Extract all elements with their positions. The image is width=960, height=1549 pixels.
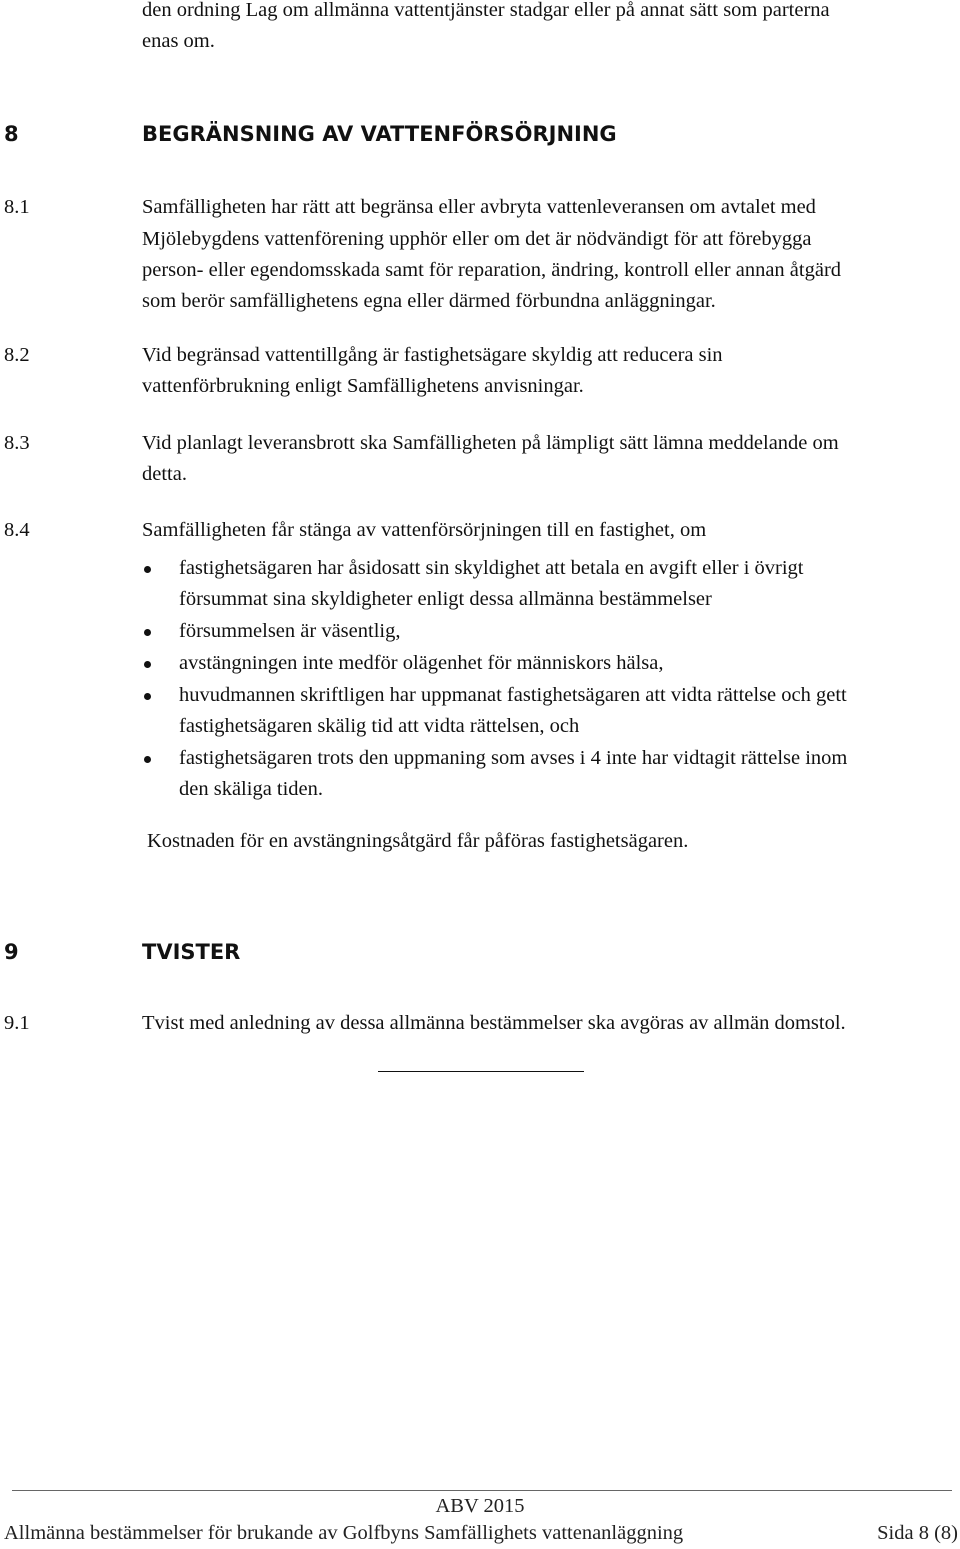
bullet-dot	[144, 756, 151, 763]
paragraph-8-1-line-3: person- eller egendomsskada samt för reparation, ändring, kontroll eller annan åtgärd	[142, 259, 842, 281]
paragraph-8-1-line-1: Samfälligheten har rätt att begränsa eller avbryta vattenleveransen om avtalet med	[142, 196, 816, 218]
footer-version: ABV 2015	[435, 1495, 525, 1517]
paragraph-8-4-closing: Kostnaden för en avstängningsåtgärd får påföras fastighetsägaren.	[147, 830, 689, 852]
bullet-dot	[144, 566, 151, 573]
bullet-4-line-2: fastighetsägaren skälig tid att vidta rättelsen, och	[179, 715, 580, 737]
section-9-title: TVISTER	[142, 940, 241, 964]
footer-rule	[12, 1490, 952, 1491]
bullet-2-line-1: försummelsen är väsentlig,	[179, 620, 401, 642]
footer-document-title: Allmänna bestämmelser för brukande av Golfbyns Samfällighets vattenanläggning	[4, 1522, 684, 1544]
paragraph-8-3-line-1: Vid planlagt leveransbrott ska Samfälligheten på lämpligt sätt lämna meddelande om	[142, 432, 839, 454]
bullet-dot	[144, 693, 151, 700]
bullet-3-line-1: avstängningen inte medför olägenhet för människors hälsa,	[179, 652, 664, 674]
paragraph-8-4-number: 8.4	[4, 519, 30, 541]
section-8-number: 8	[4, 122, 19, 146]
end-separator	[378, 1071, 584, 1072]
intro-line-2: enas om.	[142, 30, 215, 52]
paragraph-8-1-line-2: Mjölebygdens vattenförening upphör eller om det är nödvändigt för att förebygga	[142, 228, 812, 250]
paragraph-8-2-line-1: Vid begränsad vattentillgång är fastighetsägare skyldig att reducera sin	[142, 344, 723, 366]
bullet-4-line-1: huvudmannen skriftligen har uppmanat fastighetsägaren att vidta rättelse och gett	[179, 684, 847, 706]
section-9-number: 9	[4, 940, 19, 964]
bullet-5-line-1: fastighetsägaren trots den uppmaning som avses i 4 inte har vidtagit rättelse inom	[179, 747, 848, 769]
intro-line-1: den ordning Lag om allmänna vattentjänster stadgar eller på annat sätt som parterna	[142, 0, 830, 21]
paragraph-8-1-line-4: som berör samfällighetens egna eller därmed förbundna anläggningar.	[142, 290, 716, 312]
paragraph-8-2-line-2: vattenförbrukning enligt Samfällighetens anvisningar.	[142, 375, 584, 397]
paragraph-8-3-line-2: detta.	[142, 463, 187, 485]
paragraph-8-3-number: 8.3	[4, 432, 30, 454]
bullet-1-line-1: fastighetsägaren har åsidosatt sin skyldighet att betala en avgift eller i övrigt	[179, 557, 804, 579]
bullet-dot	[144, 661, 151, 668]
paragraph-8-2-number: 8.2	[4, 344, 30, 366]
paragraph-9-1-number: 9.1	[4, 1012, 30, 1034]
bullet-dot	[144, 629, 151, 636]
paragraph-8-1-number: 8.1	[4, 196, 30, 218]
paragraph-8-4-intro: Samfälligheten får stänga av vattenförsörjningen till en fastighet, om	[142, 519, 707, 541]
paragraph-9-1-text: Tvist med anledning av dessa allmänna bestämmelser ska avgöras av allmän domstol.	[142, 1012, 846, 1034]
footer-page-number: Sida 8 (8)	[877, 1522, 958, 1544]
bullet-1-line-2: försummat sina skyldigheter enligt dessa allmänna bestämmelser	[179, 588, 712, 610]
bullet-5-line-2: den skäliga tiden.	[179, 778, 324, 800]
section-8-title: BEGRÄNSNING AV VATTENFÖRSÖRJNING	[142, 122, 617, 146]
